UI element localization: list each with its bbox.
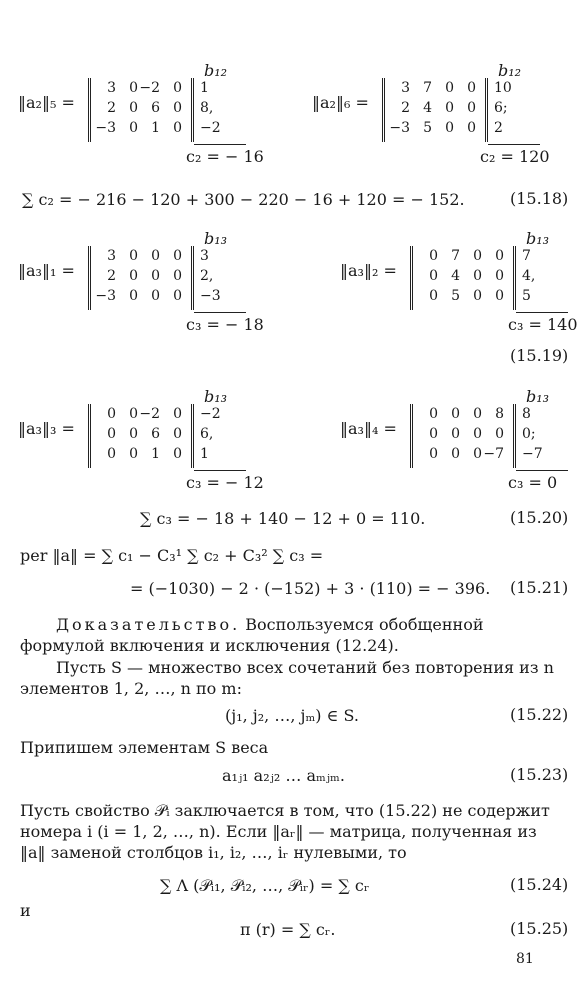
page-number: 81 bbox=[516, 951, 534, 967]
matrix-cell: 0 bbox=[173, 120, 182, 136]
matrix-block-m4 bbox=[340, 228, 584, 338]
matrix-cell: 0 bbox=[467, 120, 476, 136]
matrix-cell: 4 bbox=[423, 100, 432, 116]
equation-15-25: π (r) = ∑ cᵣ. bbox=[240, 920, 336, 939]
matrix-cell: 0 bbox=[445, 120, 454, 136]
matrix-cell: 0 bbox=[129, 248, 138, 264]
matrix-cell: 0 bbox=[473, 288, 482, 304]
matrix-cell: 0 bbox=[473, 248, 482, 264]
matrix-cell: 0 bbox=[107, 406, 116, 422]
matrix-cell: 0 bbox=[429, 288, 438, 304]
column-sum: c₂ = 120 bbox=[480, 147, 550, 166]
matrix-block-m1 bbox=[18, 60, 268, 170]
matrix-cell: 0 bbox=[467, 80, 476, 96]
matrix-cell: −3 bbox=[389, 120, 410, 136]
equation-number-15-19: (15.19) bbox=[510, 346, 569, 365]
matrix-label: ‖a₂‖₆ = bbox=[312, 93, 369, 112]
matrix-label: ‖a₂‖₅ = bbox=[18, 93, 75, 112]
b-column-cell: 6; bbox=[494, 100, 508, 116]
b-column-cell: 4, bbox=[522, 268, 536, 284]
equation-15-21-line1: per ‖a‖ = ∑ c₁ − C₃¹ ∑ c₂ + C₃² ∑ c₃ = bbox=[20, 546, 324, 565]
matrix-cell: 0 bbox=[151, 248, 160, 264]
matrix-cell: 0 bbox=[151, 268, 160, 284]
matrix-cell: 0 bbox=[173, 288, 182, 304]
b-column-cell: 1 bbox=[200, 80, 209, 96]
matrix-cell: 0 bbox=[173, 248, 182, 264]
column-header-b: b₁₃ bbox=[204, 387, 228, 406]
b-column-cell: −2 bbox=[200, 406, 221, 422]
matrix-cell: 0 bbox=[129, 446, 138, 462]
column-sum: c₃ = − 12 bbox=[186, 473, 264, 492]
matrix-block-m3 bbox=[18, 228, 268, 338]
matrix-label: ‖a₃‖₁ = bbox=[18, 261, 75, 280]
matrix-cell: 0 bbox=[129, 120, 138, 136]
b-column-cell: −2 bbox=[200, 120, 221, 136]
matrix-cell: 0 bbox=[451, 406, 460, 422]
matrix-cell: 6 bbox=[151, 100, 160, 116]
proof-text: Воспользуемся обобщенной формулой включения и исключения (12.24). bbox=[20, 615, 484, 655]
column-header-b: b₁₃ bbox=[526, 387, 550, 406]
b-column-cell: 0; bbox=[522, 426, 536, 442]
matrix-cell: 0 bbox=[473, 446, 482, 462]
paragraph-property: Пусть свойство 𝒫ᵢ заключается в том, что (15.22) не содержит номера i (i = 1, 2, …, n). Если ‖aᵣ‖ — матрица, полученная из ‖a‖ заменой столбцов i₁, i₂, …, iᵣ нулевыми, то bbox=[20, 801, 550, 862]
matrix-cell: 0 bbox=[429, 248, 438, 264]
equation-15-22: (j₁, j₂, …, jₘ) ∈ S. bbox=[225, 706, 360, 725]
matrix-cell: 4 bbox=[451, 268, 460, 284]
b-column-cell: −7 bbox=[522, 446, 543, 462]
matrix-cell: 0 bbox=[473, 426, 482, 442]
matrix-cell: 8 bbox=[495, 406, 504, 422]
equation-number-15-22: (15.22) bbox=[510, 705, 569, 724]
matrix-block-m2 bbox=[312, 60, 562, 170]
matrix-cell: 7 bbox=[451, 248, 460, 264]
matrix-cell: 0 bbox=[495, 426, 504, 442]
matrix-cell: 0 bbox=[173, 426, 182, 442]
matrix-cell: 0 bbox=[495, 268, 504, 284]
sum-rule bbox=[194, 470, 246, 471]
matrix-cell: 0 bbox=[473, 406, 482, 422]
matrix-cell: 2 bbox=[401, 100, 410, 116]
b-column-cell: 5 bbox=[522, 288, 531, 304]
column-sum: c₃ = 140 bbox=[508, 315, 578, 334]
matrix-cell: 0 bbox=[445, 80, 454, 96]
matrix-cell: 5 bbox=[451, 288, 460, 304]
matrix-cell: 3 bbox=[107, 80, 116, 96]
matrix-cell: −2 bbox=[139, 406, 160, 422]
matrix-cell: 0 bbox=[129, 268, 138, 284]
equation-number-15-20: (15.20) bbox=[510, 508, 569, 527]
column-header-b: b₁₂ bbox=[498, 61, 522, 80]
equation-number-15-18: (15.18) bbox=[510, 189, 569, 208]
b-column-cell: 10 bbox=[494, 80, 512, 96]
matrix-cell: 0 bbox=[173, 80, 182, 96]
matrix-cell: 2 bbox=[107, 100, 116, 116]
equation-number-15-23: (15.23) bbox=[510, 765, 569, 784]
matrix-cell: 5 bbox=[423, 120, 432, 136]
matrix-block-m5 bbox=[18, 386, 268, 496]
sum-rule bbox=[516, 312, 568, 313]
matrix-cell: 0 bbox=[495, 288, 504, 304]
matrix-block-m6 bbox=[340, 386, 584, 496]
equation-number-15-25: (15.25) bbox=[510, 919, 569, 938]
matrix-label: ‖a₃‖₄ = bbox=[340, 419, 397, 438]
matrix-cell: 0 bbox=[473, 268, 482, 284]
matrix-cell: 6 bbox=[151, 426, 160, 442]
matrix-cell: 0 bbox=[429, 426, 438, 442]
column-sum: c₂ = − 16 bbox=[186, 147, 264, 166]
column-header-b: b₁₃ bbox=[204, 229, 228, 248]
column-header-b: b₁₂ bbox=[204, 61, 228, 80]
matrix-cell: 1 bbox=[151, 120, 160, 136]
matrix-cell: −3 bbox=[95, 120, 116, 136]
b-column-cell: 8 bbox=[522, 406, 531, 422]
matrix-cell: 0 bbox=[129, 80, 138, 96]
equation-15-21-line2: = (−1030) − 2 · (−152) + 3 · (110) = − 396. bbox=[130, 579, 491, 598]
equation-15-18: ∑ c₂ = − 216 − 120 + 300 − 220 − 16 + 120 = − 152. bbox=[22, 190, 465, 209]
matrix-cell: 0 bbox=[129, 406, 138, 422]
sum-rule bbox=[194, 312, 246, 313]
sum-rule bbox=[194, 144, 246, 145]
b-column-cell: 2, bbox=[200, 268, 214, 284]
b-column-cell: 1 bbox=[200, 446, 209, 462]
matrix-cell: −3 bbox=[95, 288, 116, 304]
matrix-cell: 0 bbox=[467, 100, 476, 116]
matrix-cell: 7 bbox=[423, 80, 432, 96]
matrix-cell: 0 bbox=[173, 268, 182, 284]
b-column-cell: 8, bbox=[200, 100, 214, 116]
matrix-cell: 0 bbox=[129, 100, 138, 116]
proof-heading: Доказательство. bbox=[56, 615, 241, 634]
b-column-cell: 6, bbox=[200, 426, 214, 442]
equation-number-15-21: (15.21) bbox=[510, 578, 569, 597]
matrix-label: ‖a₃‖₂ = bbox=[340, 261, 397, 280]
matrix-cell: 0 bbox=[429, 268, 438, 284]
matrix-cell: 0 bbox=[107, 446, 116, 462]
matrix-cell: 0 bbox=[173, 100, 182, 116]
paragraph-set-s: Пусть S — множество всех сочетаний без повторения из n элементов 1, 2, …, n по m: bbox=[20, 658, 554, 698]
matrix-cell: 0 bbox=[173, 446, 182, 462]
matrix-cell: 1 bbox=[151, 446, 160, 462]
equation-15-24: ∑ Λ (𝒫ᵢ₁, 𝒫ᵢ₂, …, 𝒫ᵢᵣ) = ∑ cᵣ bbox=[160, 876, 370, 895]
matrix-cell: 3 bbox=[107, 248, 116, 264]
column-header-b: b₁₃ bbox=[526, 229, 550, 248]
matrix-cell: 0 bbox=[429, 446, 438, 462]
matrix-cell: −2 bbox=[139, 80, 160, 96]
matrix-cell: 0 bbox=[429, 406, 438, 422]
proof-paragraph bbox=[20, 614, 565, 656]
equation-number-15-24: (15.24) bbox=[510, 875, 569, 894]
matrix-cell: 0 bbox=[445, 100, 454, 116]
sum-rule bbox=[488, 144, 540, 145]
matrix-cell: 0 bbox=[129, 426, 138, 442]
sum-rule bbox=[516, 470, 568, 471]
equation-15-23: a₁ⱼ₁ a₂ⱼ₂ … aₘⱼₘ. bbox=[222, 766, 345, 785]
matrix-cell: 0 bbox=[107, 426, 116, 442]
matrix-cell: 0 bbox=[129, 288, 138, 304]
matrix-cell: 0 bbox=[451, 446, 460, 462]
matrix-cell: 3 bbox=[401, 80, 410, 96]
paragraph-weights: Припишем элементам S веса bbox=[20, 738, 269, 757]
matrix-cell: −7 bbox=[483, 446, 504, 462]
matrix-cell: 0 bbox=[451, 426, 460, 442]
word-and: и bbox=[20, 901, 31, 920]
matrix-cell: 0 bbox=[151, 288, 160, 304]
column-sum: c₃ = 0 bbox=[508, 473, 558, 492]
b-column-cell: 2 bbox=[494, 120, 503, 136]
matrix-label: ‖a₃‖₃ = bbox=[18, 419, 75, 438]
column-sum: c₃ = − 18 bbox=[186, 315, 264, 334]
matrix-cell: 0 bbox=[173, 406, 182, 422]
b-column-cell: −3 bbox=[200, 288, 221, 304]
b-column-cell: 3 bbox=[200, 248, 209, 264]
matrix-cell: 2 bbox=[107, 268, 116, 284]
equation-15-20: ∑ c₃ = − 18 + 140 − 12 + 0 = 110. bbox=[140, 509, 426, 528]
matrix-cell: 0 bbox=[495, 248, 504, 264]
b-column-cell: 7 bbox=[522, 248, 531, 264]
